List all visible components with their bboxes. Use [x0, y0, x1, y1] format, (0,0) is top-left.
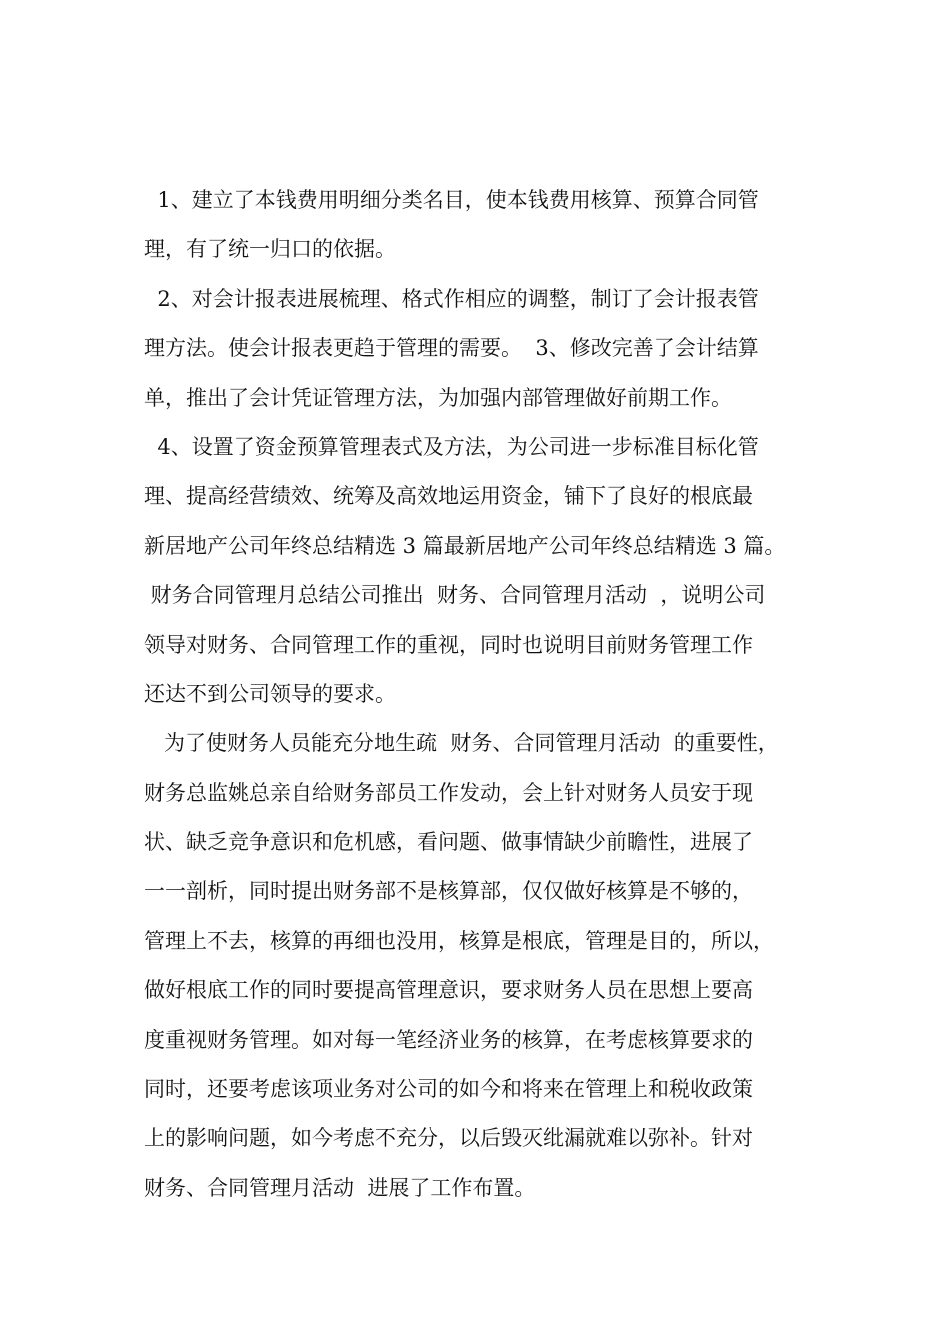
text-line: 还达不到公司领导的要求。 — [144, 681, 396, 706]
text-line: 理方法。使会计报表更趋于管理的需要。 3、修改完善了会计结算 — [144, 336, 759, 361]
text-line: 上的影响问题，如今考虑不充分，以后毁灭纰漏就难以弥补。针对 — [144, 1126, 753, 1151]
text-line: 理，有了统一归口的依据。 — [144, 237, 396, 262]
text-line: 财务总监姚总亲自给财务部员工作发动，会上针对财务人员安于现 — [144, 780, 753, 805]
body-text — [144, 176, 834, 1213]
text-line: 领导对财务、合同管理工作的重视，同时也说明目前财务管理工作 — [144, 632, 753, 657]
text-line: 状、缺乏竞争意识和危机感，看问题、做事情缺少前瞻性，进展了 — [144, 830, 753, 855]
text-line: 财务、合同管理月活动 进展了工作布置。 — [144, 1175, 536, 1200]
text-line: 管理上不去，核算的再细也没用，核算是根底，管理是目的，所以， — [144, 928, 774, 953]
text-line: 2、对会计报表进展梳理、格式作相应的调整，制订了会计报表管 — [144, 286, 759, 311]
text-line: 一一剖析，同时提出财务部不是核算部，仅仅做好核算是不够的， — [144, 879, 753, 904]
text-line: 做好根底工作的同时要提高管理意识，要求财务人员在思想上要高 — [144, 978, 753, 1003]
text-line: 同时，还要考虑该项业务对公司的如今和将来在管理上和税收政策 — [144, 1077, 753, 1102]
text-line: 财务合同管理月总结公司推出 财务、合同管理月活动 ，说明公司 — [144, 583, 766, 608]
text-line: 1、建立了本钱费用明细分类名目，使本钱费用核算、预算合同管 — [144, 188, 759, 212]
text-line: 单，推出了会计凭证管理方法，为加强内部管理做好前期工作。 — [144, 385, 732, 410]
text-line: 4、设置了资金预算管理表式及方法，为公司进一步标准目标化管 — [144, 434, 759, 459]
text-line: 理、提高经营绩效、统筹及高效地运用资金，铺下了良好的根底最 — [144, 484, 753, 509]
text-line: 度重视财务管理。如对每一笔经济业务的核算，在考虑核算要求的 — [144, 1027, 753, 1052]
text-line: 新居地产公司年终总结精选 3 篇最新居地产公司年终总结精选 3 篇。 — [144, 533, 786, 558]
text-line: 为了使财务人员能充分地生疏 财务、合同管理月活动 的重要性， — [144, 731, 779, 756]
